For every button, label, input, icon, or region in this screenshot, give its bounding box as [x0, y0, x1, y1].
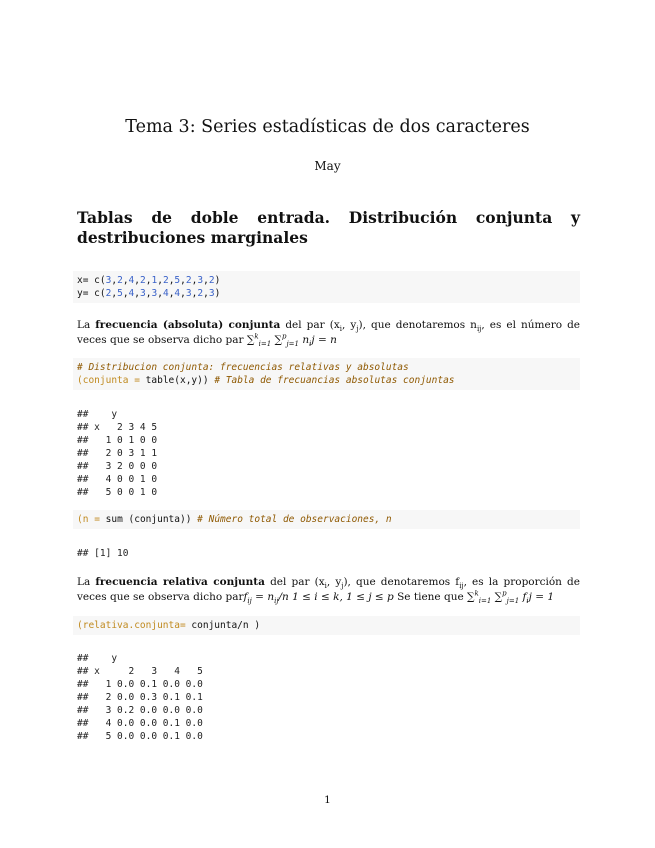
- code-number: 3: [105, 275, 112, 286]
- code-call: sum (conjunta)): [105, 514, 192, 525]
- code-call: conjunta/n ): [191, 620, 261, 631]
- code-comment: # Distribucion conjunta: frecuencias relativas y absolutas: [77, 362, 409, 373]
- code-number: 2: [208, 275, 215, 286]
- para-text: , es la proporción de veces que se observa dicho par: [77, 576, 580, 603]
- code-variable: relativa.conjunta: [82, 620, 180, 631]
- code-operator: =: [128, 375, 146, 386]
- output-total: ## [1] 10: [77, 548, 129, 559]
- sum-formula-2: ∑$^k_{i=1}$ ∑$^p_{j=1}$ $f_ij = 1$: [467, 589, 555, 606]
- output-line: ## 3 2 0 0 0: [77, 461, 158, 472]
- code-number: 2: [197, 288, 204, 299]
- code-number: 3: [197, 275, 204, 286]
- output-line: ## 2 0.0 0.3 0.1 0.1: [77, 692, 203, 703]
- code-number: 3: [185, 288, 192, 299]
- para-text: ), que denotaremos n: [358, 319, 477, 331]
- code-block-relative: [73, 616, 580, 635]
- output-line: ## 4 0.0 0.0 0.1 0.0: [77, 718, 203, 729]
- code-number: 2: [117, 275, 123, 286]
- code-block-sum: [73, 510, 580, 529]
- para-text: , es el número de veces que se observa dicho par: [77, 319, 581, 346]
- code-line-relative: [77, 619, 580, 632]
- code-args: 3,2,4,2,1,2,5,2,3,2: [105, 275, 215, 286]
- output-line: ## y: [77, 409, 118, 420]
- code-operator: =: [179, 620, 192, 631]
- code-number: 4: [162, 288, 169, 299]
- code-text: y= c(: [77, 288, 106, 299]
- output-line: ## x 2 3 4 5: [77, 666, 203, 677]
- para-bold-term: frecuencia (absoluta) conjunta: [95, 319, 281, 331]
- sum-formula: ∑$^k_{i=1}$ ∑$^p_{j=1}$ $n_ij = n$: [246, 332, 337, 349]
- output-line: ## 4 0 0 1 0: [77, 474, 158, 485]
- output-table-relative: [77, 652, 203, 743]
- code-block-vectors: [73, 271, 580, 303]
- output-line: ## 5 0 0 1 0: [77, 487, 158, 498]
- code-number: 2: [162, 275, 169, 286]
- code-number: 2: [185, 275, 192, 286]
- output-line: ## 2 0 3 1 1: [77, 448, 158, 459]
- code-line-sum: [77, 513, 580, 526]
- code-args: 2,5,4,3,3,4,4,3,2,3: [105, 288, 215, 299]
- code-operator: =: [88, 514, 106, 525]
- section-heading: Tablas de doble entrada. Distribución conjunta y destribuciones marginales: [77, 208, 580, 247]
- code-number: 2: [105, 288, 112, 299]
- document-author: May: [314, 159, 341, 173]
- code-comment: # Tabla de frecuancias absolutas conjuntas: [208, 375, 455, 386]
- code-number: 3: [151, 288, 158, 299]
- code-number: 1: [151, 275, 158, 286]
- para-text: Se tiene que: [393, 591, 468, 603]
- output-table-absolute: [77, 408, 157, 499]
- code-number: 5: [117, 288, 123, 299]
- code-paren: (: [77, 375, 83, 386]
- page-number: 1: [324, 794, 331, 806]
- para-bold-term: frecuencia relativa conjunta: [95, 576, 265, 588]
- para-text: del par (x: [264, 576, 325, 588]
- paragraph-frecuencia-absoluta: La frecuencia (absoluta) conjunta del par ($x_i$, $y_j$), que denotaremos $n_{ij}$, es el número de veces que se observa dicho par ∑$^k_{i=1}$ ∑$^p_{j=1}$ $n_ij = n$: [77, 319, 581, 349]
- code-number: 4: [128, 275, 135, 286]
- output-line: ## 3 0.2 0.0 0.0 0.0: [77, 705, 203, 716]
- para-text: La: [77, 319, 96, 331]
- output-line: ## 5 0.0 0.0 0.1 0.0: [77, 731, 203, 742]
- code-call: table(x,y)): [145, 375, 209, 386]
- code-number: 3: [208, 288, 215, 299]
- code-variable: conjunta: [82, 375, 129, 386]
- code-number: 4: [128, 288, 135, 299]
- output-line: ## y: [77, 653, 118, 664]
- code-comment: # Número total de observaciones, n: [191, 514, 392, 525]
- output-line: ## 1 0 1 0 0: [77, 435, 158, 446]
- code-variable: n: [82, 514, 89, 525]
- output-line: ## 1 0.0 0.1 0.0 0.0: [77, 679, 203, 690]
- output-line: ## x 2 3 4 5: [77, 422, 158, 433]
- code-paren: (: [77, 514, 83, 525]
- code-block-table: [73, 358, 580, 390]
- code-line-x: x= c(3,2,4,2,1,2,5,2,3,2): [77, 275, 221, 286]
- para-text: ), que denotaremos f: [343, 576, 460, 588]
- code-number: 3: [140, 288, 146, 299]
- code-paren: (: [77, 620, 83, 631]
- paragraph-frecuencia-relativa: La frecuencia relativa conjunta del par ($x_i$, $y_j$), que denotaremos $f_{ij}$, es la proporción de veces que se observa dicho parf$_{ij}$ = $n_{ij}/n$ 1 ≤ i ≤ k, 1 ≤ j ≤ p Se tiene que ∑$^k_{i=1}$ ∑$^p_{j=1}$ $f_ij = 1$: [77, 576, 580, 606]
- code-line-y: y= c(2,5,4,3,3,4,4,3,2,3): [77, 288, 221, 299]
- code-number: 4: [174, 288, 181, 299]
- relative-formula: $f_{ij} = n_{ij}/n$ 1 ≤ i ≤ k, 1 ≤ j ≤ p: [243, 591, 394, 606]
- code-number: 2: [140, 275, 146, 286]
- document-title: Tema 3: Series estadísticas de dos caracteres: [125, 117, 530, 137]
- code-text: x= c(: [77, 275, 106, 286]
- para-text: La: [77, 576, 96, 588]
- para-text: del par (x: [280, 319, 340, 331]
- code-line-table: [77, 374, 580, 387]
- code-number: 5: [174, 275, 181, 286]
